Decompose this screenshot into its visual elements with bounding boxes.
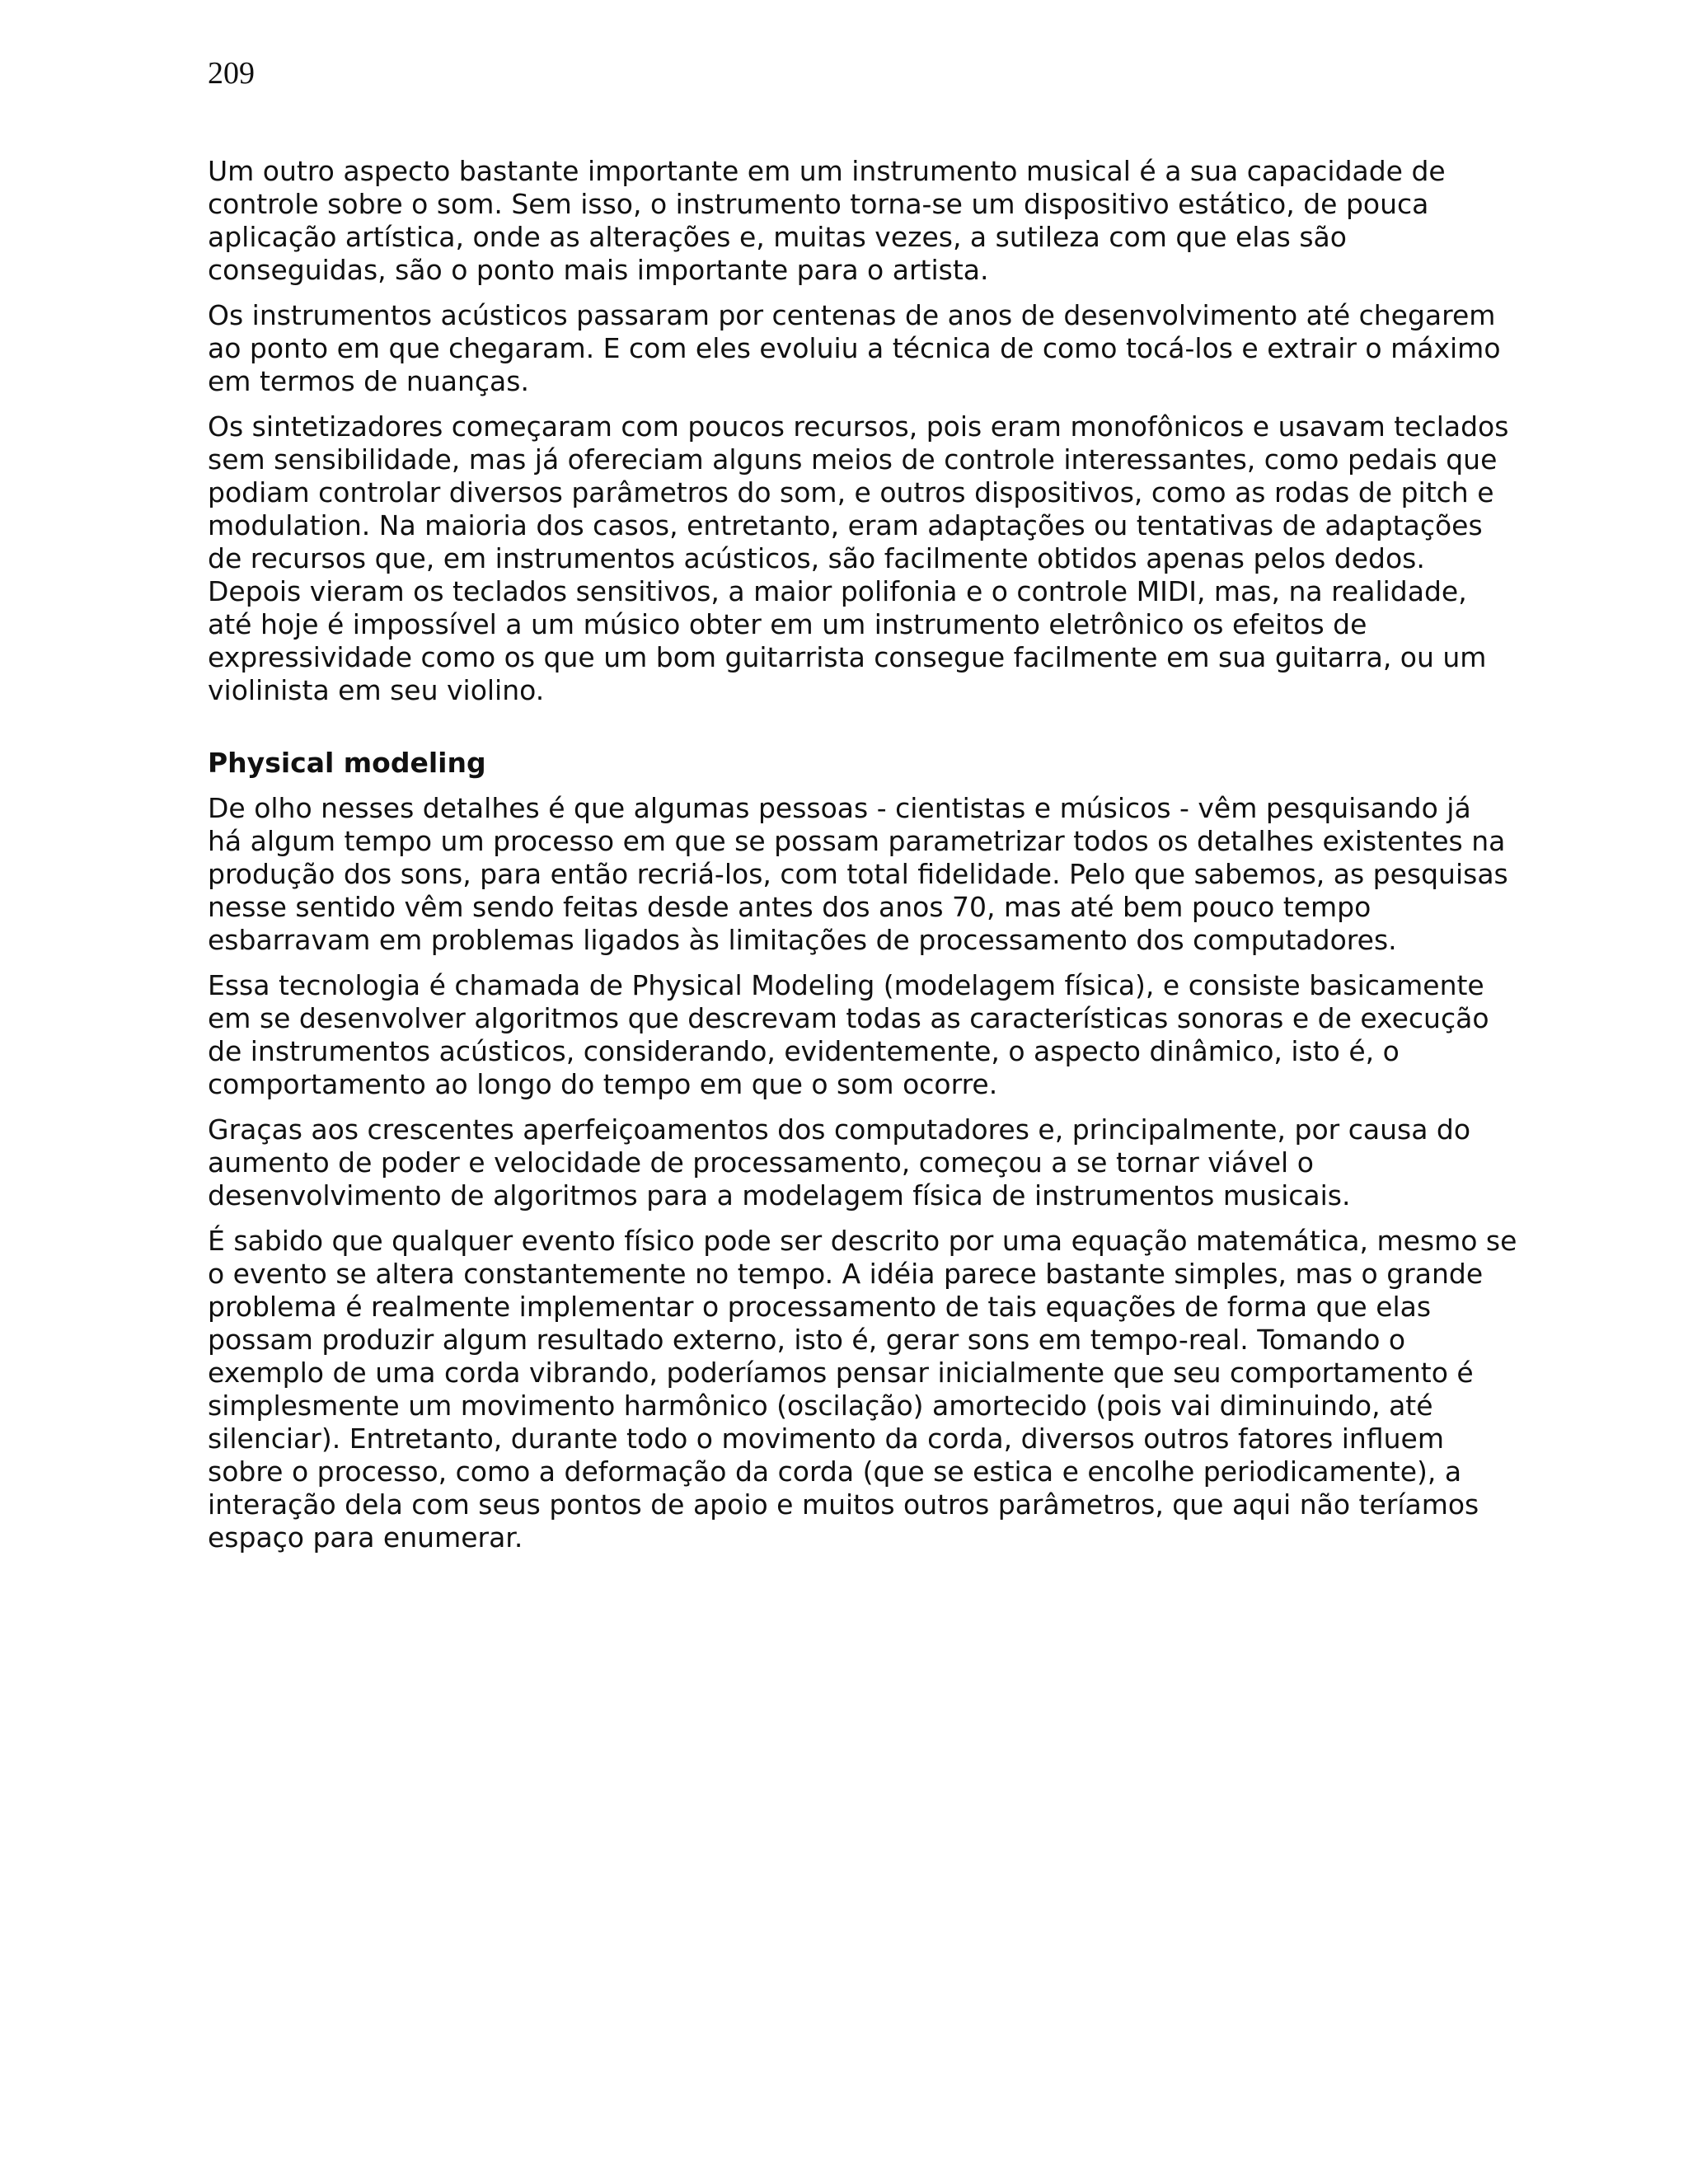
paragraph-line: ao ponto em que chegaram. E com eles evoluiu a técnica de como tocá-los e extrair o máximo (208, 332, 1501, 364)
document-body (208, 155, 1543, 1567)
paragraph-line: sem sensibilidade, mas já ofereciam alguns meios de controle interessantes, como pedais que (208, 443, 1498, 476)
paragraph-line: até hoje é impossível a um músico obter em um instrumento eletrônico os efeitos de (208, 608, 1367, 640)
paragraph-line: desenvolvimento de algoritmos para a modelagem física de instrumentos musicais. (208, 1179, 1351, 1212)
paragraph-line: De olho nesses detalhes é que algumas pessoas - cientistas e músicos - vêm pesquisando já (208, 792, 1471, 824)
paragraph-line: podiam controlar diversos parâmetros do som, e outros dispositivos, como as rodas de pitch e (208, 476, 1494, 509)
intro-section (208, 155, 1543, 707)
paragraph-line: problema é realmente implementar o processamento de tais equações de forma que elas (208, 1291, 1432, 1323)
paragraph-line: possam produzir algum resultado externo, isto é, gerar sons em tempo-real. Tomando o (208, 1324, 1406, 1356)
paragraph-line: produção dos sons, para então recriá-los, com total fidelidade. Pelo que sabemos, as pesquisas (208, 858, 1508, 890)
paragraph-line: o evento se altera constantemente no tempo. A idéia parece bastante simples, mas o grande (208, 1258, 1484, 1290)
paragraph-line: Essa tecnologia é chamada de Physical Modeling (modelagem física), e consiste basicamente (208, 969, 1484, 1001)
paragraph (208, 1225, 1543, 1554)
paragraph-line: há algum tempo um processo em que se possam parametrizar todos os detalhes existentes na (208, 825, 1506, 857)
paragraph-line: modulation. Na maioria dos casos, entretanto, eram adaptações ou tentativas de adaptações (208, 509, 1483, 541)
paragraph-line: de recursos que, em instrumentos acústicos, são facilmente obtidos apenas pelos dedos. (208, 542, 1425, 574)
paragraph (208, 299, 1543, 398)
paragraph-line: de instrumentos acústicos, considerando, evidentemente, o aspecto dinâmico, isto é, o (208, 1035, 1400, 1067)
paragraph-line: aplicação artística, onde as alterações e, muitas vezes, a sutileza com que elas são (208, 221, 1347, 253)
paragraph-line: interação dela com seus pontos de apoio e muitos outros parâmetros, que aqui não teríamos (208, 1488, 1479, 1521)
paragraph-line: espaço para enumerar. (208, 1521, 523, 1554)
paragraph-line: Graças aos crescentes aperfeiçoamentos dos computadores e, principalmente, por causa do (208, 1113, 1471, 1146)
paragraph-line: nesse sentido vêm sendo feitas desde antes dos anos 70, mas até bem pouco tempo (208, 891, 1372, 923)
paragraph (208, 155, 1543, 287)
paragraph (208, 969, 1543, 1101)
paragraph-line: em se desenvolver algoritmos que descrevam todas as características sonoras e de execução (208, 1002, 1489, 1034)
paragraph-line: expressividade como os que um bom guitarrista consegue facilmente em sua guitarra, ou um (208, 641, 1487, 673)
paragraph (208, 1113, 1543, 1212)
page-number: 209 (208, 56, 255, 91)
paragraph-line: Depois vieram os teclados sensitivos, a maior polifonia e o controle MIDI, mas, na realidade, (208, 575, 1467, 607)
paragraph-line: É sabido que qualquer evento físico pode ser descrito por uma equação matemática, mesmo se (208, 1225, 1517, 1257)
paragraph (208, 792, 1543, 957)
paragraph-line: aumento de poder e velocidade de processamento, começou a se tornar viável o (208, 1146, 1314, 1179)
section-heading: Physical modeling (208, 747, 486, 779)
paragraph-line: esbarravam em problemas ligados às limitações de processamento dos computadores. (208, 924, 1397, 956)
paragraph-line: exemplo de uma corda vibrando, poderíamos pensar inicialmente que seu comportamento é (208, 1357, 1474, 1389)
paragraph-line: Os instrumentos acústicos passaram por centenas de anos de desenvolvimento até chegarem (208, 299, 1496, 331)
paragraph-line: em termos de nuanças. (208, 365, 529, 397)
paragraph-line: simplesmente um movimento harmônico (oscilação) amortecido (pois vai diminuindo, até (208, 1390, 1433, 1422)
paragraph-line: Os sintetizadores começaram com poucos recursos, pois eram monofônicos e usavam teclados (208, 410, 1509, 443)
physical-modeling-section (208, 792, 1543, 1554)
paragraph-line: silenciar). Entretanto, durante todo o movimento da corda, diversos outros fatores influem (208, 1422, 1444, 1455)
paragraph-line: conseguidas, são o ponto mais importante para o artista. (208, 254, 989, 286)
paragraph (208, 410, 1543, 707)
paragraph-line: comportamento ao longo do tempo em que o som ocorre. (208, 1068, 998, 1100)
paragraph-line: controle sobre o som. Sem isso, o instrumento torna-se um dispositivo estático, de pouca (208, 188, 1429, 220)
paragraph-line: sobre o processo, como a deformação da corda (que se estica e encolhe periodicamente), a (208, 1455, 1462, 1488)
paragraph-line: Um outro aspecto bastante importante em um instrumento musical é a sua capacidade de (208, 155, 1446, 187)
paragraph-line: violinista em seu violino. (208, 674, 545, 706)
